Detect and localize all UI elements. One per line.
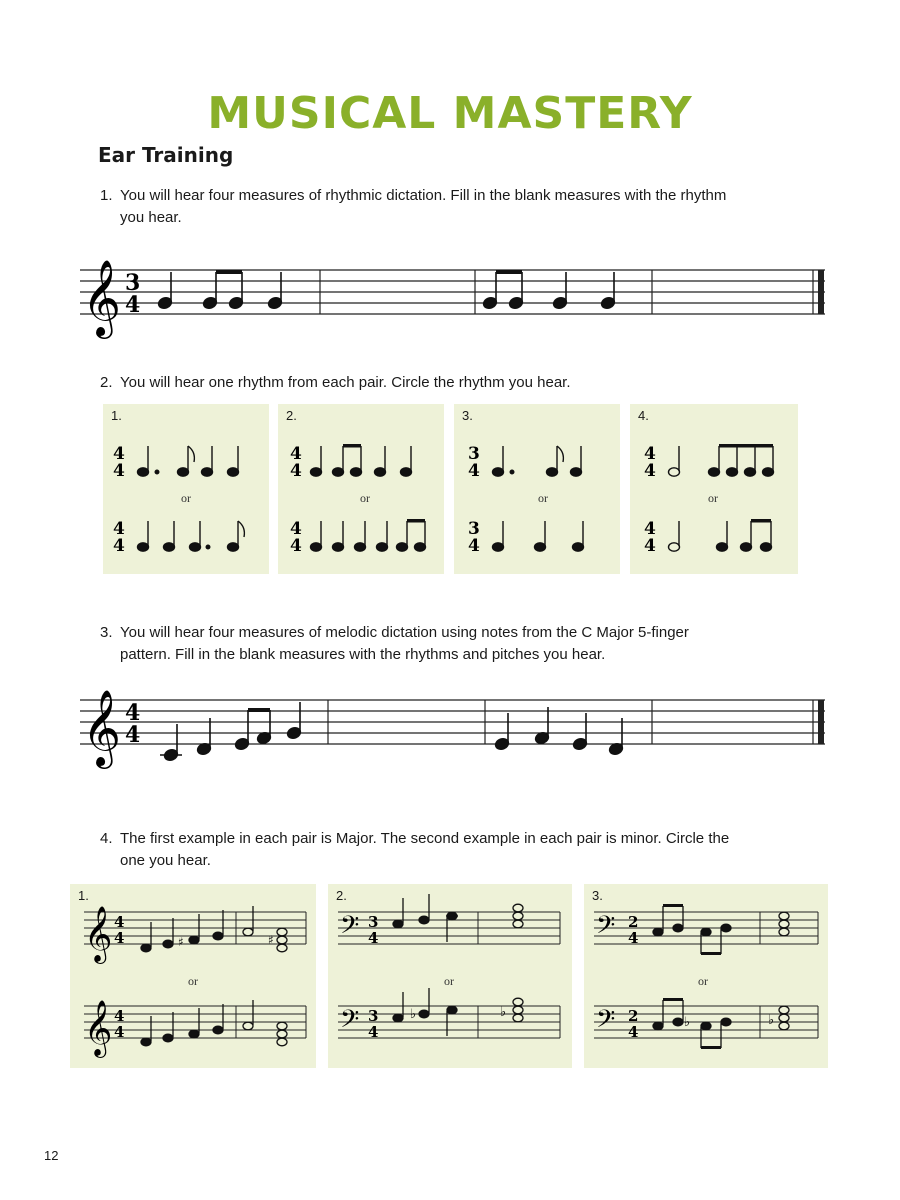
time-signature-top: 2: [628, 1007, 639, 1025]
time-signature-bottom: 4: [114, 1023, 125, 1041]
chord-pair-1[interactable]: 1. 𝄞 4 4 ♯ ♯ or 𝄞 4 4: [70, 884, 316, 1068]
time-signature-top: 4: [114, 913, 125, 931]
treble-clef-icon: 𝄞: [84, 1000, 113, 1056]
chord-pair-3[interactable]: 3. 𝄢 2 4 or 𝄢 2 4 ♭ ♭: [584, 884, 828, 1068]
time-signature-top: 4: [290, 519, 302, 539]
time-signature-top: 4: [290, 444, 302, 464]
time-signature-bottom: 4: [468, 536, 480, 556]
time-signature-top: 3: [368, 913, 379, 931]
time-signature-top: 2: [628, 913, 639, 931]
question-3-text: 3. You will hear four measures of melodic dictation using notes from the C Major 5-finger pattern. Fill in the blank measures with the rhythms and pitches you hear.: [100, 624, 689, 663]
time-signature-bottom: 4: [628, 1023, 639, 1041]
svg-text:♭: ♭: [410, 1007, 417, 1022]
time-signature-top: 4: [644, 444, 656, 464]
page-title: MUSICAL MASTERY: [207, 88, 693, 139]
time-signature-top: 3: [468, 444, 480, 464]
time-signature-bottom: 4: [468, 461, 480, 481]
bass-clef-icon: 𝄢: [596, 911, 616, 946]
or-label: or: [538, 491, 548, 505]
or-label: or: [181, 491, 191, 505]
time-signature-top: 3: [125, 270, 141, 296]
time-signature-bottom: 4: [644, 461, 656, 481]
rhythm-pair-4[interactable]: 4. 4 4 or 4 4: [630, 404, 798, 574]
svg-text:♯: ♯: [178, 935, 184, 949]
time-signature-bottom: 4: [125, 292, 141, 318]
time-signature-bottom: 4: [644, 536, 656, 556]
time-signature-bottom: 4: [125, 722, 141, 748]
section-heading: Ear Training: [98, 143, 234, 167]
or-label: or: [708, 491, 718, 505]
question-4-text: 4. The first example in each pair is Major. The second example in each pair is minor. Circle the one you hear.: [100, 830, 730, 869]
time-signature-top: 3: [368, 1007, 379, 1025]
svg-text:♭: ♭: [684, 1015, 691, 1030]
time-signature-bottom: 4: [368, 929, 379, 947]
or-label: or: [360, 491, 370, 505]
time-signature-bottom: 4: [368, 1023, 379, 1041]
question-2-text: 2. You will hear one rhythm from each pair. Circle the rhythm you hear.: [100, 374, 571, 391]
svg-text:♭: ♭: [500, 1005, 507, 1020]
or-label: or: [698, 974, 708, 988]
page-number: 12: [44, 1148, 59, 1163]
bass-clef-icon: 𝄢: [340, 911, 360, 946]
rhythm-dictation-staff: [70, 250, 830, 340]
time-signature-top: 4: [113, 444, 125, 464]
treble-clef-icon: 𝄞: [84, 906, 113, 962]
time-signature-bottom: 4: [290, 536, 302, 556]
time-signature-top: 4: [114, 1007, 125, 1025]
rhythm-pair-2[interactable]: 2. 4 4 or 4 4: [278, 404, 444, 574]
bass-clef-icon: 𝄢: [340, 1005, 360, 1040]
bass-clef-icon: 𝄢: [596, 1005, 616, 1040]
melodic-dictation-staff: [70, 680, 830, 775]
rhythm-pair-1[interactable]: 1. 4 4 or 4 4: [103, 404, 269, 574]
treble-clef-icon: 𝄞: [82, 689, 122, 766]
svg-text:♯: ♯: [268, 933, 274, 947]
time-signature-top: 4: [644, 519, 656, 539]
time-signature-bottom: 4: [113, 536, 125, 556]
time-signature-top: 4: [125, 700, 141, 726]
time-signature-bottom: 4: [290, 461, 302, 481]
svg-text:♭: ♭: [768, 1013, 775, 1028]
time-signature-bottom: 4: [114, 929, 125, 947]
or-label: or: [444, 974, 454, 988]
treble-clef-icon: 𝄞: [82, 259, 122, 336]
time-signature-bottom: 4: [113, 461, 125, 481]
or-label: or: [188, 974, 198, 988]
time-signature-top: 3: [468, 519, 480, 539]
question-1-text: 1. You will hear four measures of rhythmic dictation. Fill in the blank measures with the rhythm you hear.: [100, 187, 727, 226]
time-signature-top: 4: [113, 519, 125, 539]
rhythm-pair-3[interactable]: 3. 3 4 or 3 4: [454, 404, 620, 574]
chord-pair-2[interactable]: 2. 𝄢 3 4 or 𝄢 3 4 ♭ ♭: [328, 884, 572, 1068]
time-signature-bottom: 4: [628, 929, 639, 947]
